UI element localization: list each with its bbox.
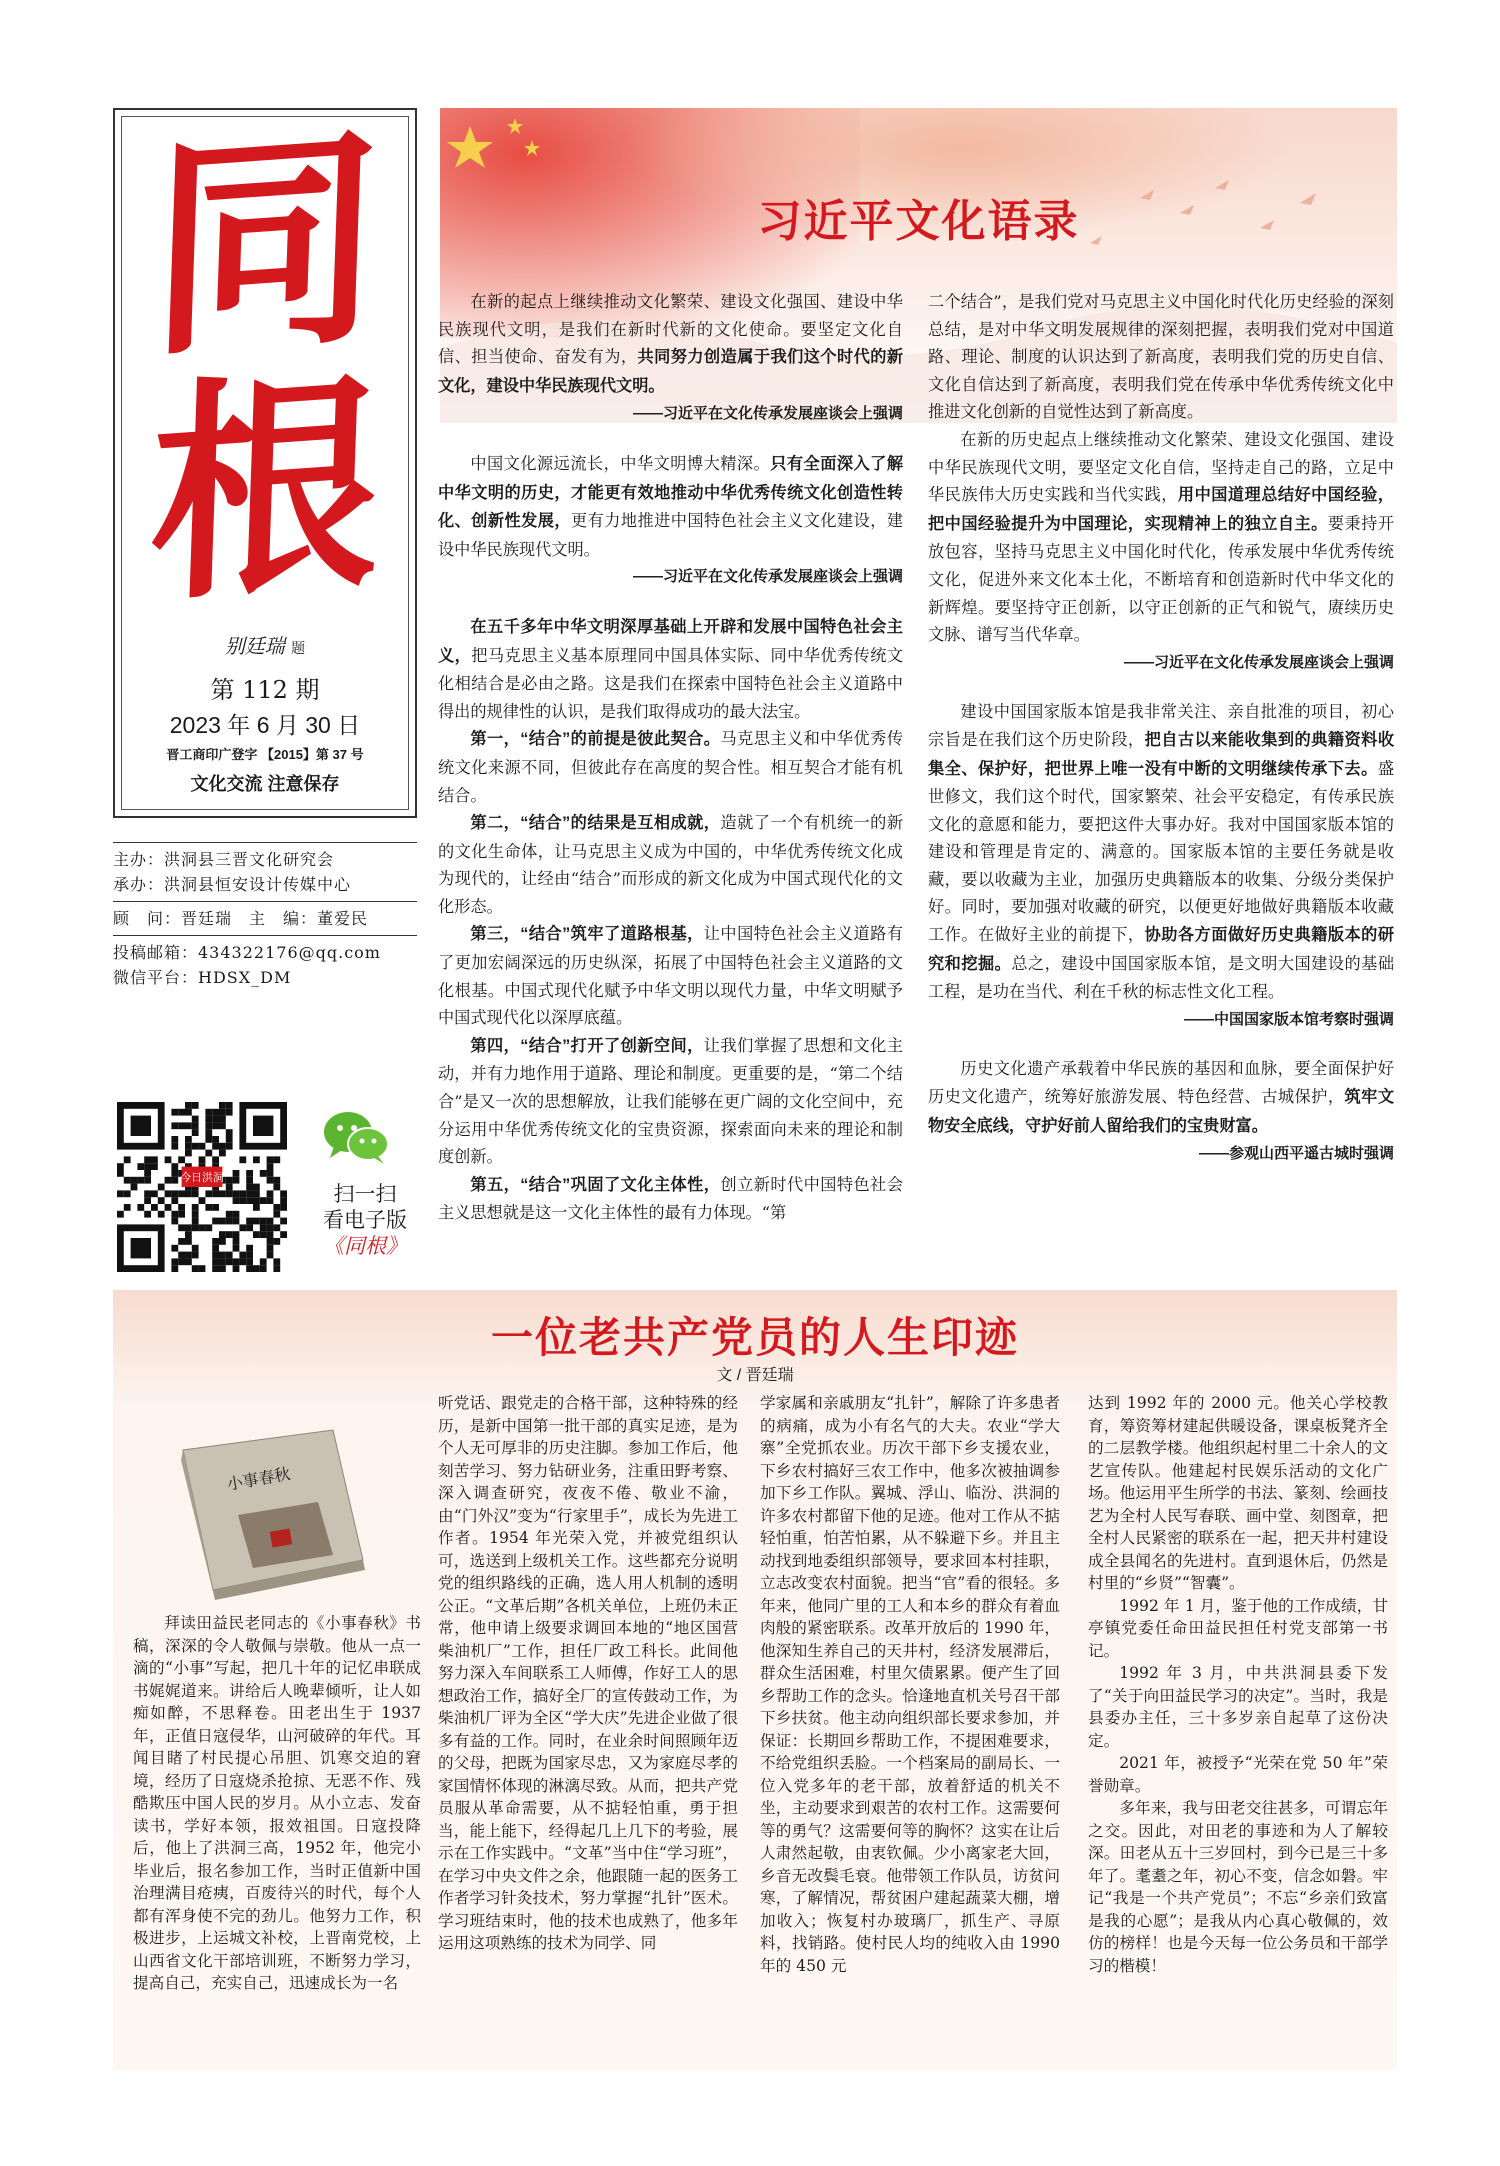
quote-source: ——中国国家版本馆考察时强调	[1183, 1010, 1394, 1028]
article-paragraph: 1992 年 1 月，鉴于他的工作成绩，甘亭镇党委任命田益民担任村党支部第一书记。	[1088, 1596, 1388, 1660]
masthead-motto: 文化交流 注意保存	[190, 774, 340, 794]
editor-line: 顾 问：晋廷瑞 主 编：董爱民	[113, 909, 369, 928]
quote-text: 历史文化遗产承载着中华民族的基因和血脉，要全面保护好历史文化遗产，统筹好旅游发展、特色经营、古城保护，	[928, 1059, 1394, 1107]
quote-source: ——参观山西平遥古城时强调	[1198, 1145, 1394, 1163]
article-byline: 文 / 晋廷瑞	[716, 1367, 794, 1384]
quote-emphasis: 在五千多年中华文明深厚基础上开辟和发展中国特色社会主义，	[438, 617, 903, 665]
quote-emphasis: 第四，“结合”打开了创新空间，	[470, 1036, 704, 1055]
quote-text: 让我们掌握了思想和文化主动，并有力地作用于道路、理论和制度。更重要的是，“第二个结合”是又一次的思想解放，让我们能够在更广阔的文化空间中，充分运用中华优秀传统文化的宝贵资源，探索面向未来的理论和制度创新。	[438, 1035, 904, 1167]
article-paragraph: 多年来，我与田老交往甚多，可谓忘年之交。因此，对田老的事迹和为人了解较深。田老从五十三岁回村，到今已是三十多年了。耄耋之年，初心不变，信念如磐。牢记“我是一个共产党员”；不忘“乡亲们致富是我的心愿”；是我从内心真心敬佩的，效仿的榜样！也是今天每一位公务员和干部学习的楷模！	[1088, 1799, 1388, 1975]
issue-number: 第 112 期	[210, 676, 320, 704]
quotes-column-left	[438, 288, 903, 1227]
quote-paragraph	[438, 809, 903, 920]
masthead	[113, 101, 417, 818]
qr-code[interactable]	[117, 1102, 287, 1272]
quote-text: 建设中国国家版本馆是我非常关注、亲自批准的项目，初心宗旨是在我们这个历史阶段，	[928, 702, 1394, 749]
article-column-1	[133, 1612, 421, 1995]
quote-source: ——习近平在文化传承发展座谈会上强调	[632, 568, 903, 586]
quote-paragraph	[928, 288, 1394, 426]
article-paragraph: 拜读田益民老同志的《小事春秋》书稿，深深的令人敬佩与崇敬。他从一点一滴的“小事”写起，把几十年的记忆串联成书娓娓道来。讲给后人晚辈倾听，让人如痴如醉，不思释卷。田老出生于 1937 年，正值日寇侵华，山河破碎的年代。耳闻目睹了村民提心吊胆、饥寒交迫的窘境，经历了日寇烧杀抢掠、无恶不作、残酷欺压中国人民的岁月。从小立志、发奋读书，学好本领，报效祖国。日寇投降后，他上了洪洞三高，1952 年，他完小毕业后，报名参加工作，当时正值新中国治理满目疮痍，百废待兴的时代，每个人都有浑身使不完的劲儿。他努力工作，积极进步，上运城文补校，上晋南党校，上山西省文化干部培训班，不断努力学习，提高自己，充实自己，迅速成长为一名	[133, 1614, 421, 1992]
quote-emphasis: 第二，“结合”的结果是互相成就，	[470, 814, 721, 833]
article-paragraph: 1992 年 3 月，中共洪洞县委下发了“关于向田益民学习的决定”。当时，我是县委办主任，三十多岁亲自起草了这份决定。	[1088, 1664, 1388, 1750]
article-column-3	[760, 1392, 1060, 1977]
article-paragraph: 2021 年，被授予“光荣在党 50 年”荣誉勋章。	[1088, 1754, 1388, 1795]
quote-text: 创立新时代中国特色社会主义思想就是这一文化主体性的最有力体现。“第	[438, 1174, 904, 1223]
quote-source: ——习近平在文化传承发展座谈会上强调	[1123, 653, 1394, 671]
article-headline: 一位老共产党员的人生印迹	[490, 1313, 1019, 1362]
scan-caption	[300, 1182, 430, 1260]
quote-source: ——习近平在文化传承发展座谈会上强调	[632, 405, 903, 423]
quote-emphasis: 协助各方面做好历史典籍版本的研究和挖掘。	[928, 926, 1395, 973]
quote-paragraph	[438, 1171, 903, 1227]
quote-text: 把马克思主义基本原理同中国具体实际、同中华优秀传统文化相结合是必由之路。这是我们在探索中国特色社会主义道路中得出的规律性的认识，是我们取得成功的最大法宝。	[438, 645, 904, 721]
wechat-line: 微信平台：HDSX_DM	[113, 968, 292, 987]
book-cover-image	[143, 1420, 383, 1600]
quote-text: 让中国特色社会主义道路有了更加宏阔深远的历史纵深，拓展了中国特色社会主义道路的文化根基。中国式现代化赋予中华文明以现代力量，中华文明赋予中国式现代化以深厚底蕴。	[438, 924, 904, 1028]
masthead-title-tong: 同	[145, 101, 385, 389]
quotes-column-right	[928, 288, 1394, 1190]
quote-emphasis: 用中国道理总结好中国经验，把中国经验提升为中国理论，实现精神上的独立自主。	[928, 486, 1395, 533]
article-column-2	[438, 1392, 738, 1955]
masthead-title-gen: 根	[145, 346, 385, 634]
quote-paragraph	[438, 725, 903, 809]
quote-emphasis: 筑牢文物安全底线，守护好前人留给我们的宝贵财富。	[928, 1088, 1395, 1135]
quote-emphasis: 第三，“结合”筑牢了道路根基，	[470, 925, 704, 944]
quote-emphasis: 把自古以来能收集到的典籍资料收集全、保护好，把世界上唯一没有中断的文明继续传承下去。	[928, 730, 1395, 778]
quote-text: 盛世修文，我们这个时代，国家繁荣、社会平安稳定，有传承民族文化的意愿和能力，要把这件大事办好。我对中国国家版本馆的建设和管理是肯定的、满意的。国家版本馆的主要任务就是收藏，要以收藏为主业，加强历史典籍版本的收集、分级分类保护好。同时，要加强对收藏的研究，以便更好地做好典籍版本收藏工作。在做好主业的前提下，	[928, 758, 1394, 945]
quote-text: 马克思主义和中华优秀传统文化来源不同，但彼此存在高度的契合性。相互契合才能有机结合。	[438, 729, 904, 805]
qr-badge: 今日洪洞	[180, 1170, 224, 1184]
quote-text: 在新的历史起点上继续推动文化繁荣、建设文化强国、建设中华民族现代文明，要坚定文化自信，坚持走自己的路，立足中华民族伟大历史实践和当代实践，	[928, 429, 1394, 505]
scan-line-3: 《同根》	[323, 1235, 407, 1258]
sponsor-line: 主办：洪洞县三晋文化研究会	[113, 850, 335, 869]
quote-text: 在新的起点上继续推动文化繁荣、建设文化强国、建设中华民族现代文明，是我们在新时代新的文化使命。要坚定文化自信、担当使命、奋发有为，	[438, 292, 903, 367]
quote-paragraph	[438, 450, 903, 563]
quote-paragraph	[438, 613, 903, 725]
book-title: 小事春秋	[225, 1464, 292, 1494]
quote-text: 造就了一个有机统一的新的文化生命体，让马克思主义成为中国的，中华优秀传统文化成为现代的，让经由“结合”而形成的新文化成为中国式现代化的文化形态。	[438, 813, 904, 916]
organizer-line: 承办：洪洞县恒安设计传媒中心	[113, 875, 352, 894]
quote-paragraph	[928, 426, 1394, 649]
email-line: 投稿邮箱：434322176@qq.com	[113, 943, 381, 962]
quote-text: 总之，建设中国国家版本馆，是文明大国建设的基础工程，是功在当代、利在千秋的标志性文化工程。	[928, 953, 1395, 1002]
publication-date: 2023 年 6 月 30 日	[169, 712, 361, 738]
quote-text: 中国文化源远流长，中华文明博大精深。	[470, 453, 771, 473]
quote-emphasis: 第五，“结合”巩固了文化主体性，	[470, 1175, 721, 1194]
quote-text: 要秉持开放包容，坚持马克思主义中国化时代化，传承发展中华优秀传统文化，促进外来文化本土化，不断培育和创造新时代中华文化的新辉煌。要坚持守正创新，以守正创新的正气和锐气，赓续历史文脉、谱写当代华章。	[928, 513, 1395, 645]
quote-paragraph	[438, 920, 903, 1031]
quotes-headline: 习近平文化语录	[757, 196, 1080, 247]
quote-emphasis: 只有全面深入了解中华文明的历史，才能更有效地推动中华优秀传统文化创造性转化、创新性发展，	[438, 454, 904, 531]
wechat-icon	[320, 1108, 392, 1166]
calligrapher-signature: 别廷瑞 题	[224, 634, 306, 658]
quote-paragraph	[438, 1032, 903, 1171]
article-paragraph: 达到 1992 年的 2000 元。他关心学校教育，筹资筹材建起供暖设备，课桌板凳齐全的二层教学楼。他组织起村里二十余人的文艺宣传队。他建起村民娱乐活动的文化广场。他运用平生所学的书法、篆刻、绘画技艺为全村人民写春联、画中堂、刻图章，把全村人民紧密的联系在一起，把天井村建设成全县闻名的先进村。直到退休后，仍然是村里的“乡贤”“智囊”。	[1088, 1394, 1388, 1592]
publication-permit: 晋工商印广登字 【2015】第 37 号	[166, 747, 364, 762]
article-paragraph: 听党话、跟党走的合格干部，这种特殊的经历，是新中国第一批干部的真实足迹，是为个人无可厚非的历史注脚。参加工作后，他刻苦学习、努力钻研业务，注重田野考察、深入调查研究，夜夜不倦、敬业不渝，由“门外汉”变为“行家里手”，成长为先进工作者。1954 年光荣入党，并被党组织认可，选送到上级机关工作。这些都充分说明党的组织路线的正确，选人用人机制的透明公正。“文革后期”各机关单位，上班仍未正常，他申请上级要求调回本地的“地区国营柴油机厂”工作，担任厂政工科长。此间他努力深入车间联系工人师傅，作好工人的思想政治工作，搞好全厂的宣传鼓动工作，为柴油机厂评为全区“学大庆”先进企业做了很多有益的工作。同时，在业余时间照顾年迈的父母，把既为国家尽忠，又为家庭尽孝的家国情怀体现的淋漓尽致。从而，把共产党员服从革命需要，从不掂轻怕重，勇于担当，能上能下，经得起几上几下的考验，展示在工作实践中。“文革”当中住“学习班”，在学习中央文件之余，他跟随一起的医务工作者学习针灸技术，努力掌握“扎针”医术。学习班结束时，他的技术也成熟了，他多年运用这项熟练的技术为同学、同	[438, 1394, 738, 1952]
article-column-4	[1088, 1392, 1388, 1977]
quote-paragraph	[928, 698, 1394, 1006]
quote-text: 二个结合”，是我们党对马克思主义中国化时代化历史经验的深刻总结，是对中华文明发展规律的深刻把握，表明我们党对中国道路、理论、制度的认识达到了新高度，表明我们党的历史自信、文化自信达到了新高度，表明我们党在传承中华优秀传统文化中推进文化创新的自觉性达到了新高度。	[928, 292, 1394, 422]
credits-block	[113, 838, 417, 990]
scan-line-1: 扫一扫	[333, 1183, 397, 1206]
scan-line-2: 看电子版	[323, 1209, 407, 1232]
quote-paragraph	[928, 1055, 1394, 1140]
article-paragraph: 学家属和亲戚朋友“扎针”，解除了许多患者的病痛，成为小有名气的大夫。农业“学大寨”全党抓农业。历次干部下乡支援农业，下乡农村搞好三农工作中，他多次被抽调参加下乡工作队。翼城、浮山、临汾、洪洞的许多农村都留下他的足迹。他对工作从不掂轻怕重，怕苦怕累，从不躲避下乡。并且主动找到地委组织部领导，要求回本村挂职，立志改变农村面貌。把当“官”看的很轻。多年来，他同广里的工人和本乡的群众有着血肉般的紧密联系。改革开放后的 1990 年，他深知生养自己的天井村，经济发展滞后，群众生活困难，村里欠债累累。便产生了回乡帮助工作的念头。恰逢地直机关号召干部下乡扶贫。他主动向组织部长要求参加，并保证：长期回乡帮助工作，不提困难要求，不给党组织丢脸。一个档案局的副局长、一位入党多年的老干部，放着舒适的机关不坐，主动要求到艰苦的农村工作。这需要何等的勇气？这需要何等的胸怀？这实在让后人肃然起敬，由衷钦佩。少小离家老大回，乡音无改鬓毛衰。他带领工作队员，访贫问寒，了解情况，帮贫困户建起蔬菜大棚，增加收入；恢复村办玻璃厂，抓生产、寻原料，找销路。使村民人均的纯收入由 1990 年的 450 元	[760, 1394, 1060, 1975]
quote-emphasis: 共同努力创造属于我们这个时代的新文化，建设中华民族现代文明。	[438, 348, 904, 395]
quote-paragraph	[438, 288, 903, 400]
quote-emphasis: 第一，“结合”的前提是彼此契合。	[470, 730, 721, 749]
quote-text: 更有力地推进中国特色社会主义文化建设，建设中华民族现代文明。	[438, 511, 904, 559]
